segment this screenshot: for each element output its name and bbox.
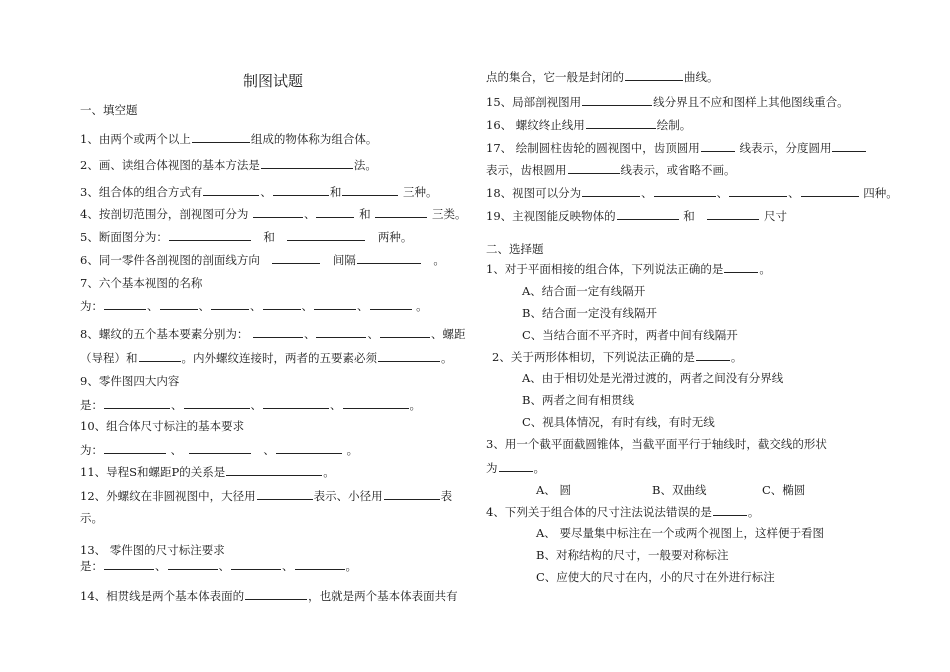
choice-2: 2、关于两形体相切，下列说法正确的是 。 xyxy=(492,350,743,364)
choice-3-b: B、双曲线 xyxy=(652,483,707,497)
question-1: 1、由两个或两个以上 组成的物体称为组合体。 xyxy=(80,132,378,146)
choice-3-cont: 为 。 xyxy=(486,461,545,475)
question-10-blanks: 为： 、 、 。 xyxy=(80,443,359,457)
question-11: 11、导程S和螺距P的关系是 。 xyxy=(80,465,335,479)
question-15: 15、局部剖视图用 线分界且不应和图样上其他图线重合。 xyxy=(486,95,849,109)
choice-1-b: B、结合面一定没有线隔开 xyxy=(522,306,657,320)
question-6: 6、同一零件各剖视图的剖面线方向 间隔 。 xyxy=(80,253,445,267)
question-18: 18、视图可以分为 、 、 、 四种。 xyxy=(486,186,898,200)
choice-1-a: A、结合面一定有线隔开 xyxy=(522,284,646,298)
question-10: 10、组合体尺寸标注的基本要求 xyxy=(80,419,245,433)
page-title: 制图试题 xyxy=(243,72,304,90)
question-7-blanks: 为： 、 、 、 、 、 。 xyxy=(80,299,428,313)
question-9: 9、零件图四大内容 xyxy=(80,374,180,388)
question-5: 5、断面图分为： 和 两种。 xyxy=(80,230,413,244)
choice-4-c: C、应使大的尺寸在内，小的尺寸在外进行标注 xyxy=(536,570,775,584)
question-13-blanks: 是： 、 、 、 。 xyxy=(80,559,357,573)
choice-3-c: C、椭圆 xyxy=(762,483,806,497)
choice-3-a: A、 圆 xyxy=(536,483,571,497)
choice-4-b: B、对称结构的尺寸，一般要对称标注 xyxy=(536,548,729,562)
question-12-cont: 示。 xyxy=(80,511,103,525)
question-4: 4、按剖切范围分，剖视图可分为 、 和 三类。 xyxy=(80,207,467,221)
section-choice: 二、选择题 xyxy=(486,242,544,256)
choice-3: 3、用一个截平面截圆锥体，当截平面平行于轴线时，截交线的形状 xyxy=(486,437,827,451)
question-12: 12、外螺纹在非圆视图中，大径用 表示、小径用 表 xyxy=(80,489,453,503)
section-fill-in: 一、填空题 xyxy=(80,103,138,117)
question-2: 2、画、读组合体视图的基本方法是 法。 xyxy=(80,158,377,172)
choice-4-a: A、 要尽量集中标注在一个或两个视图上，这样便于看图 xyxy=(536,526,824,540)
choice-1-c: C、当结合面不平齐时，两者中间有线隔开 xyxy=(522,328,738,342)
question-17-cont: 表示，齿根圆用 线表示，或省略不画。 xyxy=(486,163,736,177)
choice-2-a: A、由于相切处是光滑过渡的，两者之间没有分界线 xyxy=(522,371,784,385)
question-19: 19、主视图能反映物体的 和 尺寸 xyxy=(486,209,787,223)
question-8-cont: （导程）和 。内外螺纹连接时，两者的五要素必须 。 xyxy=(80,351,453,365)
question-17: 17、 绘制圆柱齿轮的圆视图中，齿顶圆用 线表示，分度圆用 xyxy=(486,139,867,156)
choice-2-b: B、两者之间有相贯线 xyxy=(522,393,634,407)
question-16: 16、 螺纹终止线用 绘制。 xyxy=(486,118,692,132)
choice-2-c: C、视具体情况，有时有线，有时无线 xyxy=(522,415,715,429)
choice-1: 1、对于平面相接的组合体，下列说法正确的是 。 xyxy=(486,262,771,276)
question-8: 8、螺纹的五个基本要素分别为： 、 、 、螺距 xyxy=(80,327,466,341)
question-14-cont: 点的集合，它一般是封闭的 曲线。 xyxy=(486,70,719,84)
question-7: 7、六个基本视图的名称 xyxy=(80,276,203,290)
question-13: 13、 零件图的尺寸标注要求 xyxy=(80,543,225,557)
question-3: 3、组合体的组合方式有 、 和 三种。 xyxy=(80,185,438,199)
choice-4: 4、下列关于组合体的尺寸注法说法错误的是 。 xyxy=(486,505,760,519)
question-14: 14、相贯线是两个基本体表面的 ，也就是两个基本体表面共有 xyxy=(80,589,458,603)
question-9-blanks: 是： 、 、 、 。 xyxy=(80,398,421,412)
